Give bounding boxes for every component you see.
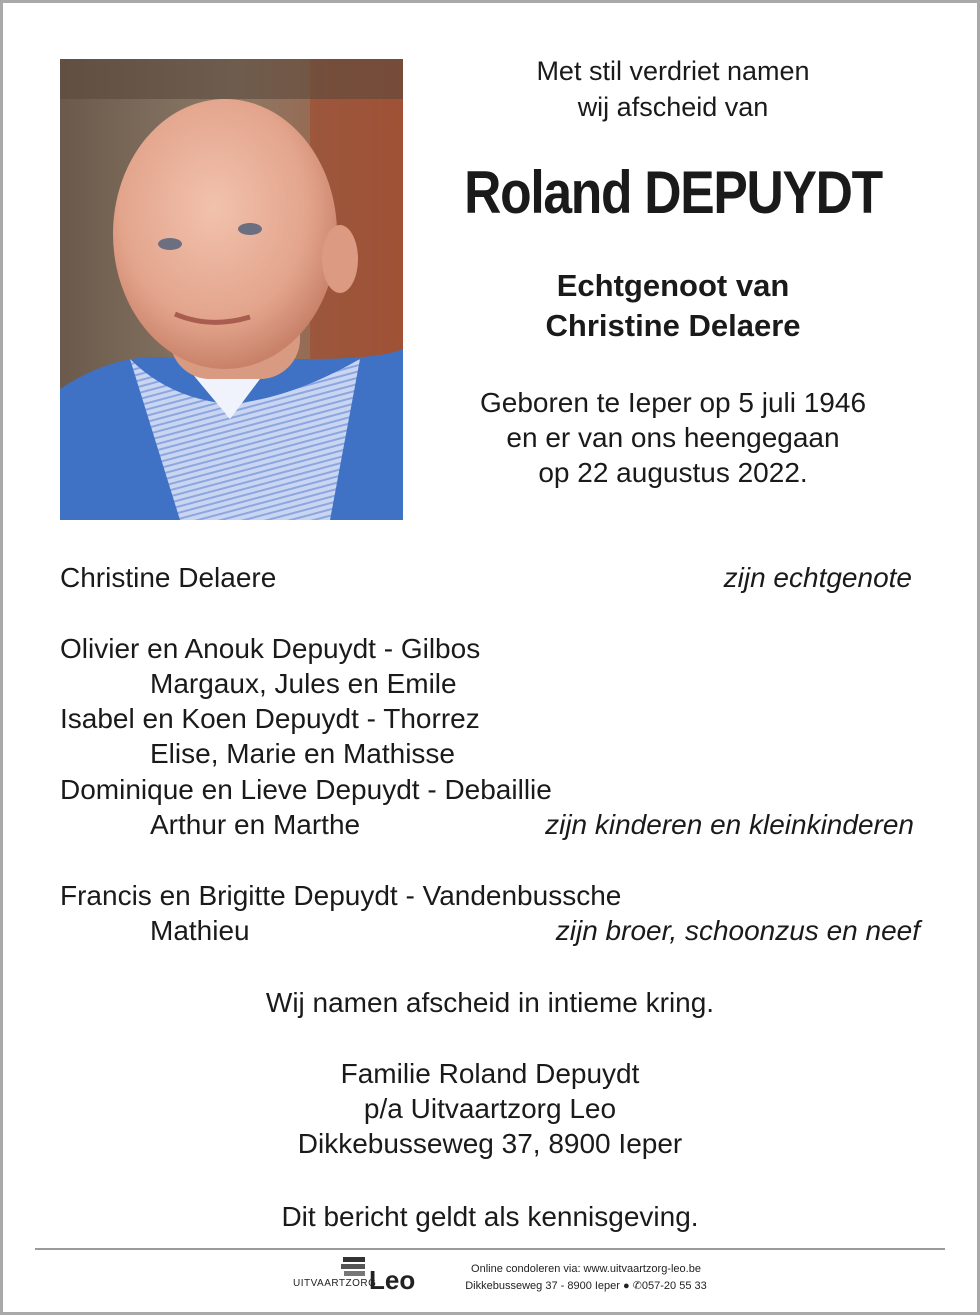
logo-small-text: UITVAARTZORG [293, 1278, 377, 1289]
footer-divider [35, 1248, 945, 1250]
birth-line-2: en er van ons heengegaan [506, 422, 840, 453]
address-line-1: Familie Roland Depuydt [340, 1058, 640, 1089]
footer-line-1[interactable]: Online condoleren via: www.uitvaartzorg-leo.be [471, 1263, 701, 1275]
family-name: Margaux, Jules en Emile [150, 668, 457, 699]
family-relation: zijn kinderen en kleinkinderen [545, 809, 914, 840]
family-row [60, 878, 920, 914]
family-row [60, 772, 920, 808]
family-name: Elise, Marie en Mathisse [150, 738, 456, 769]
birth-line-1: Geboren te Ieper op 5 juli 1946 [479, 387, 867, 418]
family-name: Olivier en Anouk Depuydt - Gilbos [60, 633, 481, 664]
family-relation: zijn echtgenote [723, 562, 912, 593]
birth-block [433, 385, 913, 490]
family-row-spouse [60, 560, 920, 596]
farewell-text: Wij namen afscheid in intieme kring. [265, 987, 715, 1018]
portrait-photo [60, 59, 403, 520]
address-line-2: p/a Uitvaartzorg Leo [363, 1093, 617, 1124]
family-row [60, 913, 920, 949]
family-name: Dominique en Lieve Depuydt - Debaillie [60, 774, 552, 805]
address-line-3: Dikkebusseweg 37, 8900 Ieper [297, 1128, 683, 1159]
family-row [60, 666, 920, 702]
spouse-line-1: Echtgenoot van [556, 268, 790, 303]
family-name: Christine Delaere [60, 562, 277, 593]
deceased-name: Roland DEPUYDT [464, 159, 882, 226]
logo-big-text: Leo [369, 1265, 416, 1295]
family-name: Mathieu [150, 915, 250, 946]
spouse-block [433, 266, 913, 346]
family-relation: zijn broer, schoonzus en neef [555, 915, 920, 946]
intro-text [433, 53, 913, 125]
footer-contact [436, 1261, 736, 1295]
footer-line-2: Dikkebusseweg 37 - 8900 Ieper ● ✆057-20 55 33 [465, 1280, 707, 1292]
family-row [60, 807, 920, 843]
family-name: Francis en Brigitte Depuydt - Vandenbussche [60, 880, 622, 911]
family-name: Arthur en Marthe [150, 809, 361, 840]
family-row [60, 701, 920, 737]
family-name: Isabel en Koen Depuydt - Thorrez [60, 703, 480, 734]
spouse-line-2: Christine Delaere [545, 308, 801, 343]
logo-mark-icon [341, 1257, 367, 1277]
family-row [60, 631, 920, 667]
intro-line-2: wij afscheid van [577, 92, 769, 122]
funeral-home-logo [293, 1255, 423, 1295]
family-row [60, 736, 920, 772]
birth-line-3: op 22 augustus 2022. [538, 457, 808, 488]
intro-line-1: Met stil verdriet namen [536, 56, 810, 86]
notice-text: Dit bericht geldt als kennisgeving. [281, 1201, 699, 1232]
